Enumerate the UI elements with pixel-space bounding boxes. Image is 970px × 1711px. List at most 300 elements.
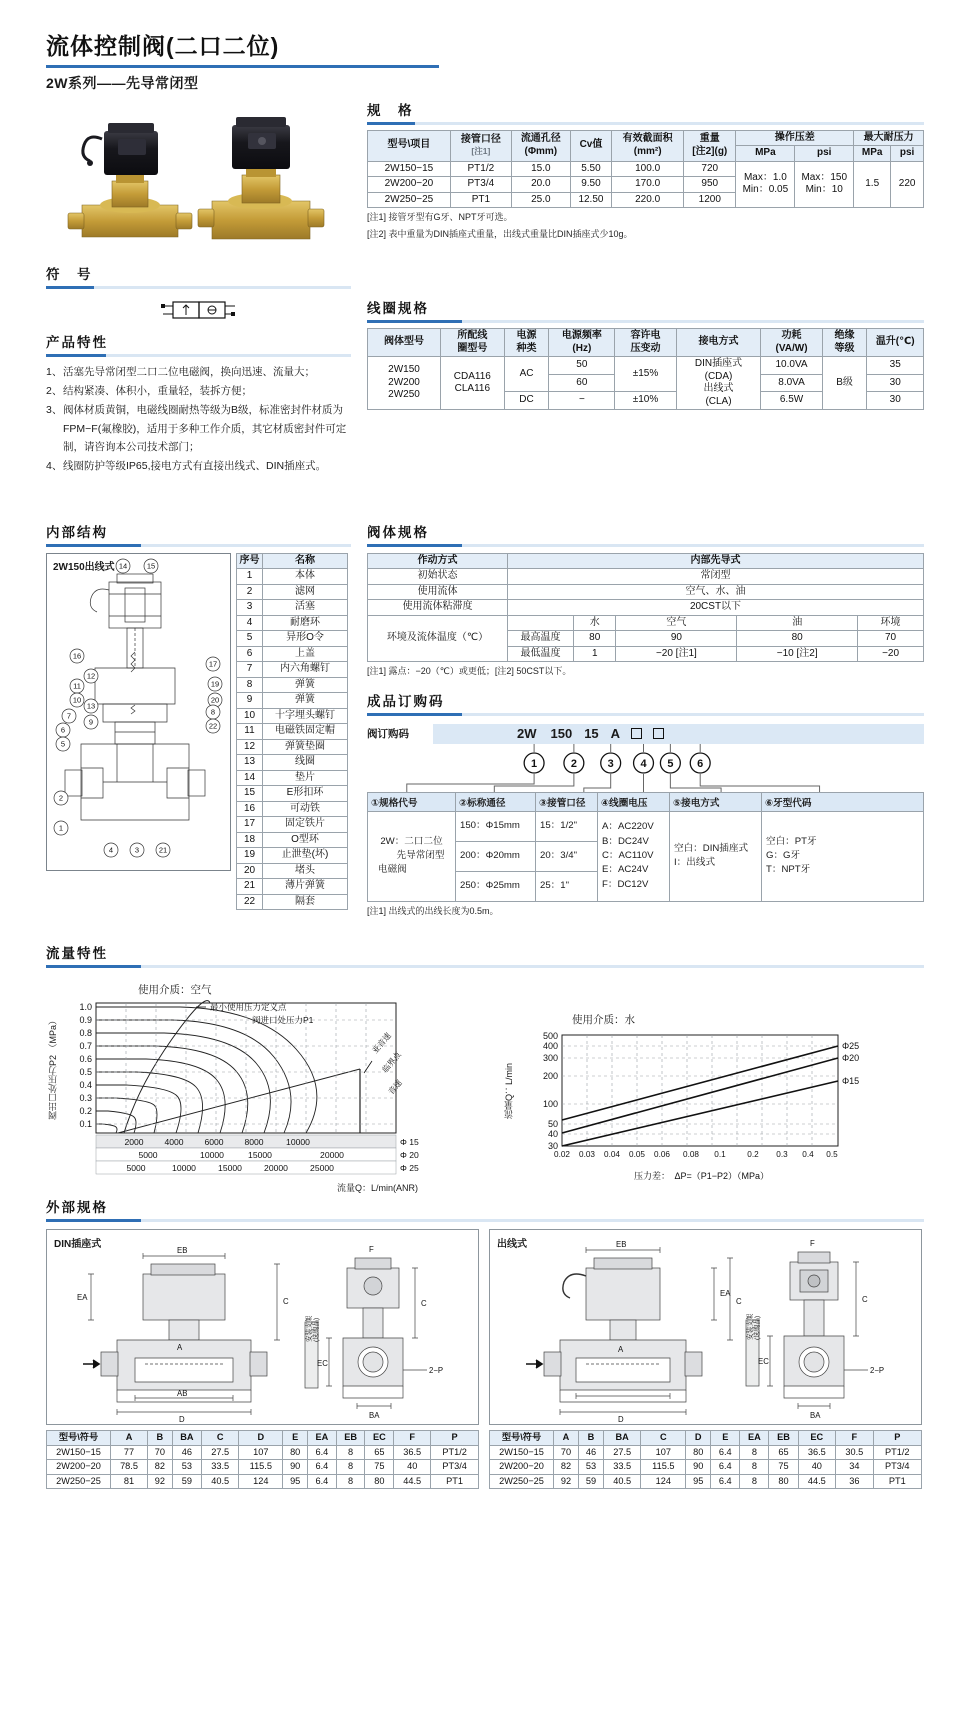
cell-dim: 80 [686, 1445, 711, 1460]
dim-C2: C [862, 1295, 868, 1305]
oc-line: 空白：PT牙 [766, 835, 817, 847]
cell-dim: 30.5 [836, 1445, 874, 1460]
svg-text:10000: 10000 [286, 1137, 310, 1148]
cell-part-no: 5 [237, 631, 263, 647]
cell-max-psi: 220 [891, 161, 924, 208]
cell-part-no: 22 [237, 894, 263, 910]
svg-text:5: 5 [60, 739, 66, 749]
th-l1: 容许电 [630, 330, 661, 341]
th-valve-model [368, 329, 441, 357]
feature-text: 线圈防护等级IP65,接电方式有直接出线式、DIN插座式。 [63, 460, 327, 473]
th-insulation [822, 329, 867, 357]
svg-text:5: 5 [667, 757, 674, 770]
internal-structure-column [46, 521, 351, 919]
annotation-critical: 临界点 [380, 1050, 403, 1075]
cell-dim: 40 [798, 1460, 836, 1475]
oc-line: I：出线式 [674, 857, 716, 869]
th-coil-model [441, 329, 505, 357]
din-drawing-panel [46, 1229, 479, 1425]
th-dim-BA: BA [172, 1431, 202, 1446]
th-dim-F: F [836, 1431, 874, 1446]
oc-line: A：AC220V [602, 821, 654, 833]
table-header-row [368, 792, 924, 811]
cell-dim: 8 [336, 1474, 365, 1489]
svg-text:0.4: 0.4 [79, 1080, 92, 1091]
svg-text:15000: 15000 [218, 1163, 242, 1174]
th-dim-EC: EC [365, 1431, 394, 1446]
cell-temp-col-water: 水 [574, 615, 616, 631]
cell-part-name: 固定铁片 [263, 817, 348, 833]
cell-dim: 70 [554, 1445, 579, 1460]
table-row [368, 811, 924, 841]
cell-dim: 34 [836, 1460, 874, 1475]
cell-part-no: 1 [237, 569, 263, 585]
cell-part-name: 垫片 [263, 770, 348, 786]
th-l1: 温升(℃) [875, 336, 915, 348]
th-model-text: 型号\项目 [387, 139, 431, 151]
code-box-6 [653, 728, 664, 739]
cell-temp-col-ambient: 环境 [858, 615, 924, 631]
cell-max-temp-oil: 80 [737, 631, 858, 647]
cell-max-temp-ambient: 70 [858, 631, 924, 647]
th-dim-model: 型号\符号 [47, 1431, 111, 1446]
flow-heading: 流量特性 [46, 946, 108, 962]
svg-text:0.5: 0.5 [79, 1067, 92, 1078]
table-row [237, 863, 348, 879]
th-frequency [549, 329, 615, 357]
cell-part-name: E形扣环 [263, 786, 348, 802]
table-row [237, 801, 348, 817]
th-dim-EB: EB [769, 1431, 798, 1446]
svg-text:13: 13 [86, 701, 96, 711]
svg-text:0.4: 0.4 [802, 1150, 814, 1160]
cell-weight: 720 [684, 161, 736, 177]
cell-part-no: 9 [237, 693, 263, 709]
cell-temp-blank [508, 615, 574, 631]
cell-part-name: 线圈 [263, 755, 348, 771]
table-row [237, 600, 348, 616]
cell-dim-model: 2W150−15 [490, 1445, 554, 1460]
cell-area: 170.0 [612, 177, 684, 193]
cell-part-no: 19 [237, 848, 263, 864]
cell-dim-model: 2W250−25 [47, 1474, 111, 1489]
cell-temp-col-air: 空气 [616, 615, 737, 631]
cell-dim: 46 [172, 1445, 202, 1460]
svg-text:0.1: 0.1 [79, 1119, 92, 1130]
datasheet-page [0, 28, 970, 1711]
oc-line: E：AC24V [602, 864, 649, 876]
cell-part-name: 异形O令 [263, 631, 348, 647]
cell-part-no: 14 [237, 770, 263, 786]
cell-dim: 27.5 [603, 1445, 641, 1460]
th-l1: 所配线 [457, 330, 488, 341]
cell-dim: 33.5 [603, 1460, 641, 1475]
table-row [237, 755, 348, 771]
dim-2P: 2−P [429, 1366, 444, 1376]
th-action-value: 内部先导式 [508, 553, 924, 569]
svg-text:200: 200 [542, 1071, 558, 1082]
external-heading: 外部规格 [46, 1200, 108, 1216]
cell-weight: 1200 [684, 192, 736, 208]
cell-dim: 44.5 [798, 1474, 836, 1489]
svg-text:20000: 20000 [264, 1163, 288, 1174]
svg-text:6: 6 [60, 725, 66, 735]
spec-section [367, 99, 924, 242]
cell-dim: PT1/2 [873, 1445, 921, 1460]
cell-part-name: 滤网 [263, 584, 348, 600]
valve-body-column [367, 521, 924, 919]
oc-line: 空白：DIN插座式 [674, 842, 749, 854]
cell-max-mpa: 1.5 [854, 161, 891, 208]
cell-max-temp-water: 80 [574, 631, 616, 647]
svg-text:0.02: 0.02 [554, 1150, 570, 1160]
cell-dim: 107 [239, 1445, 283, 1460]
th-oc-6: ⑥牙型代码 [762, 792, 924, 811]
th-op-psi: psi [795, 146, 854, 162]
cell-dim: 124 [641, 1474, 686, 1489]
cell-dim: 92 [148, 1474, 173, 1489]
cell-oc-5 [670, 811, 762, 901]
dim-D: D [179, 1415, 185, 1425]
th-l2: 等级 [834, 342, 855, 354]
cell-dim: 6.4 [711, 1445, 740, 1460]
table-row [237, 569, 348, 585]
cell-dim: 36 [836, 1474, 874, 1489]
table-row [237, 631, 348, 647]
code-part-1: 2W [517, 726, 537, 742]
cell-dim: 8 [740, 1445, 769, 1460]
dim-EB: EB [177, 1246, 188, 1256]
table-row [237, 615, 348, 631]
cell-power-dc: DC [504, 392, 549, 410]
cell-dim: 6.4 [308, 1445, 337, 1460]
svg-text:8: 8 [210, 707, 216, 717]
th-weight [684, 130, 736, 161]
svg-text:5000: 5000 [138, 1150, 158, 1161]
external-panel-leadwire [489, 1229, 922, 1489]
features-divider [46, 354, 351, 357]
svg-text:0.5: 0.5 [826, 1150, 838, 1160]
op-mpa-max: Max：1.0 [743, 171, 787, 183]
th-l2: (Hz) [572, 342, 592, 354]
svg-text:4: 4 [640, 757, 647, 770]
cell-dim: 81 [111, 1474, 148, 1489]
cell-dim: 6.4 [711, 1460, 740, 1475]
svg-text:1: 1 [58, 823, 64, 833]
feature-text: 活塞先导常闭型二口二位电磁阀，换向迅速、流量大； [63, 365, 315, 378]
th-dim-B: B [148, 1431, 173, 1446]
water-chart-plot [516, 1029, 896, 1189]
valve-body-divider [367, 544, 924, 547]
cell-dim: 8 [740, 1474, 769, 1489]
air-axis-phi15: Φ 15 [400, 1137, 419, 1148]
order-code-section [367, 690, 924, 919]
cell-part-no: 6 [237, 646, 263, 662]
water-chart-ylabel: 流量Q：L/min [504, 1063, 514, 1120]
dim-A: A [177, 1343, 183, 1353]
th-l1: 电源频率 [561, 330, 602, 341]
order-code-connectors [367, 744, 924, 792]
table-header-row [368, 130, 924, 146]
cell-op-psi [795, 161, 854, 208]
spec-note-2: [注2] 表中重量为DIN插座式重量，出线式重量比DIN插座式少10g。 [367, 228, 633, 239]
svg-text:3: 3 [607, 757, 614, 770]
th-dim-F: F [394, 1431, 431, 1446]
cell-dim: 124 [239, 1474, 283, 1489]
cell-dim: 65 [365, 1445, 394, 1460]
svg-text:20000: 20000 [320, 1150, 344, 1161]
th-max-psi: psi [891, 146, 924, 162]
din-outline-drawing [47, 1230, 478, 1424]
spec-column [367, 99, 924, 477]
svg-text:0.2: 0.2 [747, 1150, 759, 1160]
cell-part-no: 3 [237, 600, 263, 616]
cell-dim: 75 [769, 1460, 798, 1475]
dim-F: F [369, 1245, 374, 1255]
air-chart-plot [60, 999, 438, 1179]
cell-initial-state-label: 初始状态 [368, 569, 508, 585]
table-row [237, 662, 348, 678]
cell-connection [676, 357, 761, 410]
cell-dim: 77 [111, 1445, 148, 1460]
dim-EA: EA [720, 1289, 731, 1299]
cell-dim: 80 [769, 1474, 798, 1489]
table-header-row [368, 329, 924, 357]
table-row [368, 615, 924, 631]
valve-illustration [60, 109, 330, 249]
feature-text: 结构紧凑、体积小，重量轻，装拆方便； [63, 384, 252, 397]
leadwire-outline-drawing [490, 1230, 921, 1424]
th-cv-text: Cv值 [579, 139, 603, 151]
mount-bracket-label-2: (选购品) [754, 1316, 761, 1341]
table-row [237, 708, 348, 724]
cell-cv: 9.50 [570, 177, 611, 193]
cell-op-mpa [736, 161, 795, 208]
air-axis-phi20: Φ 20 [400, 1150, 419, 1161]
cell-orifice: 20.0 [511, 177, 570, 193]
th-op-mpa: MPa [736, 146, 795, 162]
cell-voltage: ±10% [615, 392, 676, 410]
dim-D: D [618, 1415, 624, 1425]
feature-item [46, 457, 351, 475]
water-flow-chart [466, 982, 924, 1194]
conn-line: 出线式 [703, 383, 734, 394]
cell-weight: 950 [684, 177, 736, 193]
cell-voltage: ±15% [615, 357, 676, 392]
cell-dim: 27.5 [202, 1445, 239, 1460]
cell-dim: 92 [554, 1474, 579, 1489]
cell-dim: 80 [283, 1445, 308, 1460]
cell-port: PT1/2 [450, 161, 511, 177]
cell-part-name: 十字埋头螺钉 [263, 708, 348, 724]
th-dim-EB: EB [336, 1431, 365, 1446]
air-chart-title: 使用介质：空气 [138, 984, 212, 997]
cell-part-no: 15 [237, 786, 263, 802]
cell-part-no: 20 [237, 863, 263, 879]
dim-EC: EC [758, 1357, 769, 1367]
code-part-2: 150 [550, 726, 573, 742]
cell-watt: 8.0VA [761, 374, 822, 392]
cell-dim-model: 2W200−20 [490, 1460, 554, 1475]
cell-dim: PT3/4 [873, 1460, 921, 1475]
valve-model-line: 2W200 [388, 376, 420, 388]
th-oc-3: ③接管口径 [536, 792, 598, 811]
cell-min-temp-oil: −10 [注2] [737, 646, 858, 662]
th-part-name: 名称 [263, 553, 348, 569]
spec-heading: 规 格 [367, 102, 414, 118]
op-psi-max: Max：150 [801, 171, 848, 183]
structure-caption: 2W150出线式 [53, 561, 115, 573]
cell-min-temp-water: 1 [574, 646, 616, 662]
cell-part-no: 8 [237, 677, 263, 693]
th-power-consumption [761, 329, 822, 357]
air-axis-phi25: Φ 25 [400, 1163, 419, 1174]
cell-dim: 82 [554, 1460, 579, 1475]
parts-list-table [236, 553, 348, 911]
table-header-row [47, 1431, 479, 1446]
cell-part-no: 21 [237, 879, 263, 895]
code-part-3: 15 [584, 726, 599, 742]
th-part-no: 序号 [237, 553, 263, 569]
th-l2: 压变动 [630, 342, 661, 354]
cell-dim: PT3/4 [431, 1460, 479, 1475]
dim-AB: AB [177, 1389, 188, 1399]
th-oc-4: ④线圈电压 [598, 792, 670, 811]
cell-part-name: 本体 [263, 569, 348, 585]
cell-dim: 80 [365, 1474, 394, 1489]
cell-valve-models [368, 357, 441, 410]
table-row [47, 1474, 479, 1489]
feature-number: 3、 [46, 404, 63, 417]
cell-part-name: 弹簧垫圈 [263, 739, 348, 755]
th-l2: (VA/W) [775, 342, 808, 354]
th-oc-5: ⑤接电方式 [670, 792, 762, 811]
cell-dim: 115.5 [239, 1460, 283, 1475]
th-l2: 种类 [516, 342, 537, 354]
cell-part-name: 薄片弹簧 [263, 879, 348, 895]
cell-coil-models [441, 357, 505, 410]
svg-text:16: 16 [72, 651, 82, 661]
svg-text:0.8: 0.8 [79, 1028, 92, 1039]
cell-part-no: 13 [237, 755, 263, 771]
cell-oc-3b: 20：3/4" [536, 841, 598, 871]
cell-dim: 6.4 [308, 1474, 337, 1489]
th-area-l1: 有效截面积 [622, 133, 673, 144]
table-header-row [368, 553, 924, 569]
feature-number: 2、 [46, 384, 63, 397]
oc-line: 先导常闭型 [396, 850, 445, 862]
external-section [46, 1196, 924, 1489]
svg-text:25000: 25000 [310, 1163, 334, 1174]
cell-part-no: 17 [237, 817, 263, 833]
table-row [237, 817, 348, 833]
svg-text:400: 400 [542, 1041, 558, 1052]
cell-dim: 33.5 [202, 1460, 239, 1475]
table-row [237, 770, 348, 786]
cell-dim-model: 2W150−15 [47, 1445, 111, 1460]
table-row [368, 357, 924, 375]
coil-model-line: CLA116 [454, 383, 491, 394]
svg-text:12: 12 [86, 671, 96, 681]
cell-part-no: 18 [237, 832, 263, 848]
svg-text:10000: 10000 [172, 1163, 196, 1174]
th-dim-EC: EC [798, 1431, 836, 1446]
mount-bracket-label-2: (选购品) [313, 1318, 320, 1343]
cell-dim: 8 [740, 1460, 769, 1475]
svg-text:7: 7 [66, 711, 72, 721]
water-legend-phi25: Φ25 [842, 1041, 860, 1052]
svg-text:40: 40 [547, 1129, 558, 1140]
cell-insulation: B级 [822, 357, 867, 410]
cell-dim: 107 [641, 1445, 686, 1460]
th-dim-A: A [554, 1431, 579, 1446]
cell-initial-state-value: 常闭型 [508, 569, 924, 585]
table-row [237, 848, 348, 864]
annotation-inlet-pressure: 阀进口处压力P1 [252, 1015, 314, 1026]
table-row [237, 677, 348, 693]
cell-part-name: 耐磨环 [263, 615, 348, 631]
features-heading: 产品特性 [46, 334, 108, 350]
cell-dim: PT1 [431, 1474, 479, 1489]
annotation-min-pressure: 最小使用压力定义点 [210, 1002, 287, 1013]
symbol-section [46, 263, 351, 321]
din-dimension-table [46, 1430, 479, 1489]
cell-model: 2W250−25 [368, 192, 451, 208]
cell-dim: 65 [769, 1445, 798, 1460]
cell-dim-model: 2W250−25 [490, 1474, 554, 1489]
code-part-4: A [610, 726, 621, 742]
table-row [237, 786, 348, 802]
oc-line: 电磁阀 [378, 864, 407, 876]
cell-dim: 115.5 [641, 1460, 686, 1475]
th-l1: 电源 [516, 330, 537, 341]
cell-dim: 59 [578, 1474, 603, 1489]
annotation-subsonic: 亚音速 [370, 1031, 393, 1056]
th-orifice-l2: (Φmm) [524, 145, 558, 157]
table-row [368, 161, 924, 177]
annotation-sonic: 音速 [386, 1078, 404, 1097]
feature-item [46, 382, 351, 400]
oc-line: B：DC24V [602, 835, 649, 847]
cell-dim: 82 [148, 1460, 173, 1475]
cell-fluid-label: 使用流体 [368, 584, 508, 600]
feature-number: 1、 [46, 365, 63, 378]
table-row [237, 584, 348, 600]
th-weight-l1: 重量 [699, 133, 720, 144]
order-code-band [433, 724, 924, 744]
cell-part-name: 隔套 [263, 894, 348, 910]
features-section [46, 331, 351, 476]
dim-C2: C [421, 1299, 427, 1309]
coil-heading: 线圈规格 [367, 301, 429, 316]
th-l1: 接电方式 [698, 336, 739, 348]
internal-structure-drawing [46, 553, 231, 871]
cell-oc-1 [368, 811, 456, 901]
th-voltage-tolerance [615, 329, 676, 357]
th-dim-E: E [283, 1431, 308, 1446]
water-legend-phi15: Φ15 [842, 1076, 860, 1087]
svg-text:0.05: 0.05 [629, 1150, 645, 1160]
cell-dim: 70 [148, 1445, 173, 1460]
cell-dim: 53 [578, 1460, 603, 1475]
th-area [612, 130, 684, 161]
th-oc-1: ①规格代号 [368, 792, 456, 811]
dim-BA: BA [810, 1411, 821, 1421]
svg-text:2: 2 [58, 793, 64, 803]
air-flow-chart [46, 982, 466, 1194]
th-dim-B: B [578, 1431, 603, 1446]
mount-bracket-label-1: 安装支架 [306, 1315, 313, 1343]
